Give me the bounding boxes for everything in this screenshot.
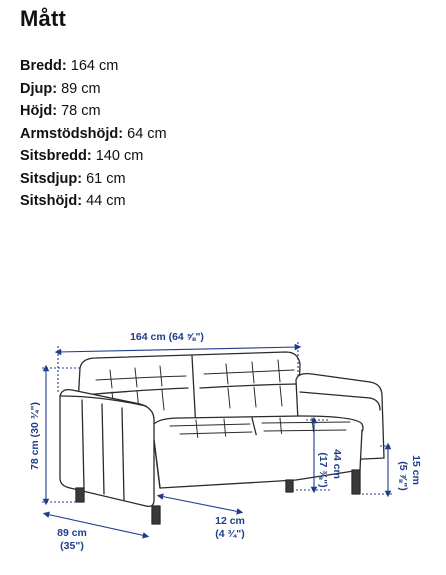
seat-height-label-cm: 44 cm [331,449,343,479]
spec-value: 89 cm [61,80,101,97]
spec-row-height [20,100,167,123]
spec-label: Armstödshöjd: [20,125,124,142]
width-dimension-label: 164 cm (64 ⅝") [130,331,204,343]
height-dimension-label: 78 cm (30 ¾") [29,401,41,471]
spec-row-depth [20,78,167,101]
spec-row-seat-width [20,145,167,168]
spec-label: Sitshöjd: [20,193,83,209]
spec-label: Sitsbredd: [20,148,92,164]
spec-value: 64 cm [127,125,167,142]
depth-dimension-label-in: (35") [60,540,84,552]
spec-label: Bredd: [20,58,67,74]
spec-label: Djup: [20,80,58,97]
spec-list [20,55,167,213]
spec-value: 61 cm [86,170,126,187]
spec-value: 140 cm [95,148,144,164]
depth-dimension-label-cm: 89 cm [57,527,87,539]
spec-row-width [20,55,167,78]
seat-offset-label-in: (4 ¾") [215,528,245,540]
seat-offset-label-cm: 12 cm [215,515,245,527]
spec-value: 164 cm [70,58,119,74]
spec-row-seat-depth [20,168,167,191]
page-title: Mått [20,6,67,31]
leg-height-label-in: (5 ⅞") [397,461,409,491]
spec-value: 44 cm [86,193,126,209]
seat-height-label-in: (17 ⅜") [317,452,329,488]
leg-height-label-cm: 15 cm [410,455,422,485]
spec-label: Höjd: [20,103,58,119]
sofa-dimension-diagram [0,300,446,575]
spec-row-armrest-height [20,123,167,146]
spec-row-seat-height [20,190,167,213]
spec-label: Sitsdjup: [20,170,83,187]
sofa-illustration [60,352,384,524]
spec-value: 78 cm [61,103,101,119]
